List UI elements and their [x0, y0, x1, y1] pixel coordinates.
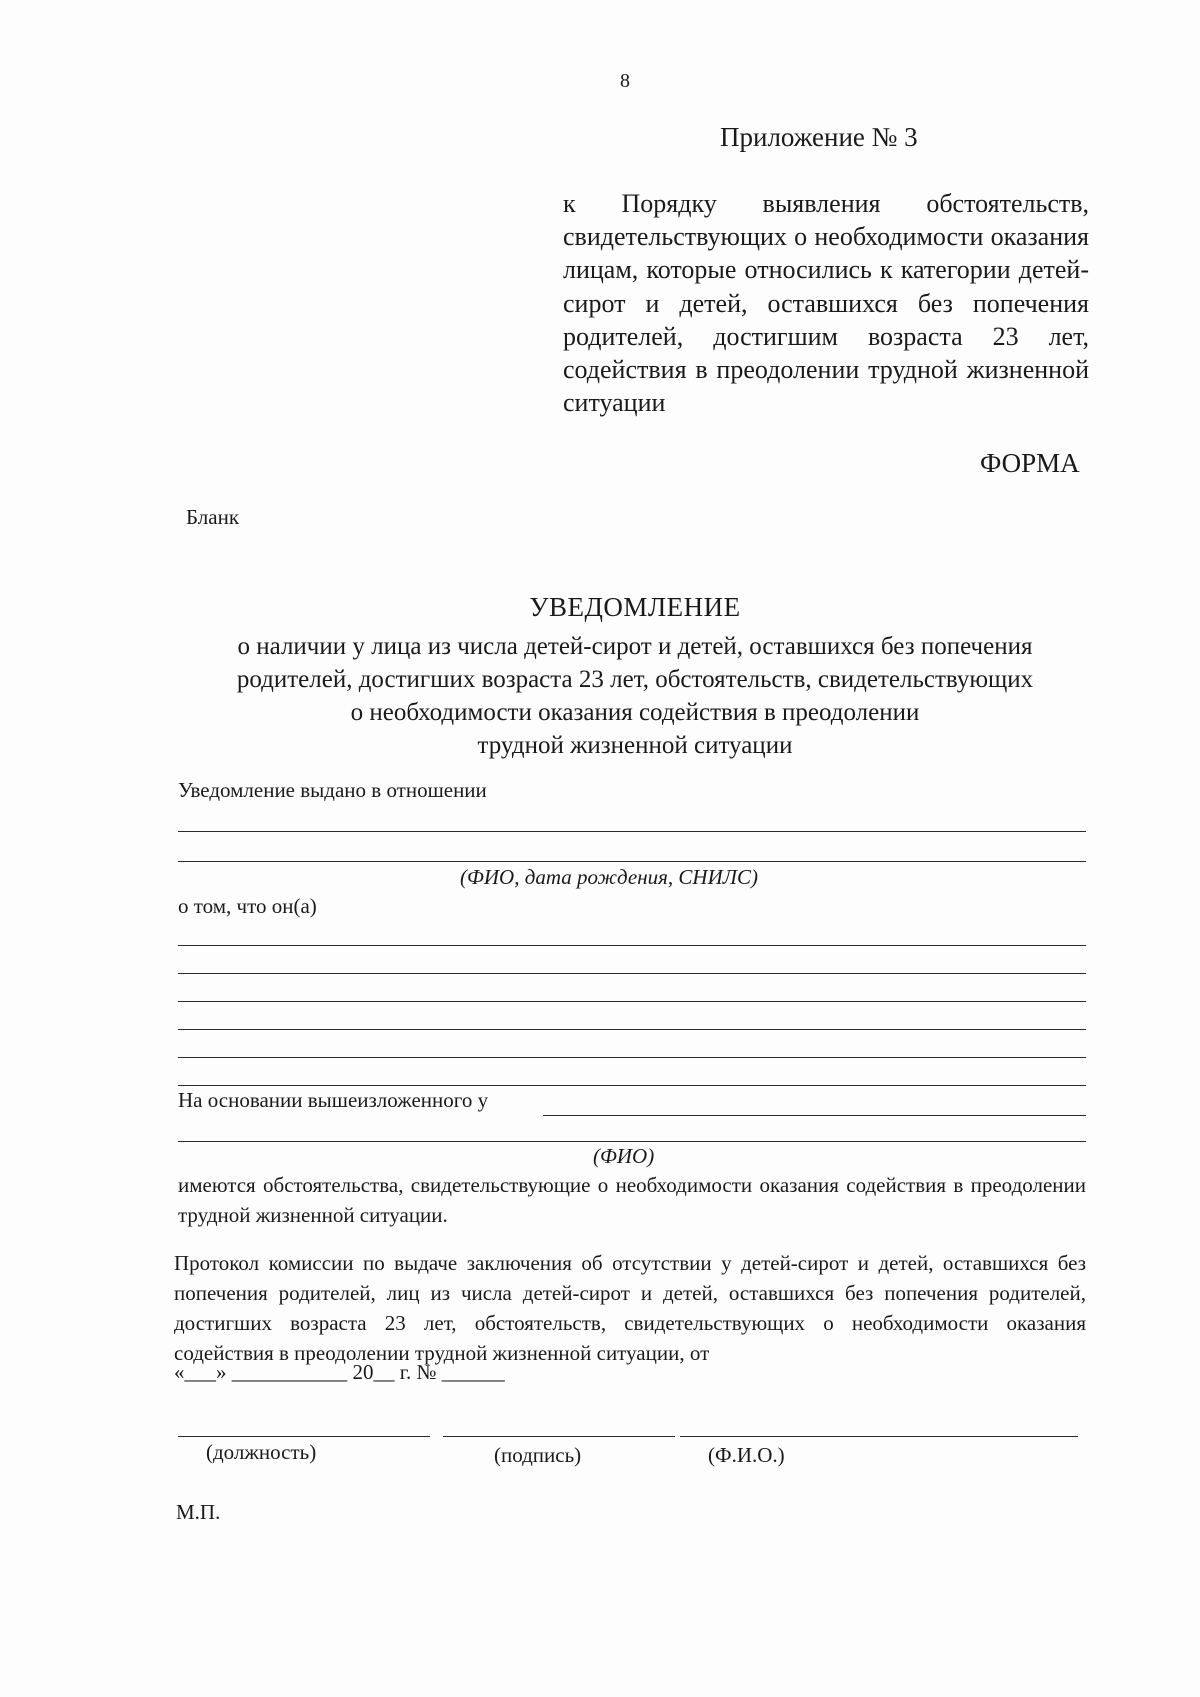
appendix-reference: к Порядку выявления обстоятельств, свидетельствующих о необходимости оказания лицам, которые относились к категории детей-сирот и детей, оставшихся без попечения родителей, достигшим возраста 23 лет, содействия в преодолении трудной жизненной ситуации	[563, 189, 1089, 418]
fill-line	[178, 1001, 1086, 1002]
caption-full-name: (ФИО, дата рождения, СНИЛС)	[460, 865, 758, 889]
fill-line	[178, 945, 1086, 946]
notice-subtitle-line: трудной жизненной ситуации	[477, 732, 793, 759]
that-label: о том, что он(а)	[178, 894, 317, 918]
basis-label: На основании вышеизложенного у	[178, 1088, 489, 1112]
notice-subtitle	[170, 630, 1100, 762]
fill-line	[178, 1085, 1086, 1086]
blank-label: Бланк	[186, 505, 240, 529]
fill-line	[178, 831, 1086, 832]
protocol-text: Протокол комиссии по выдаче заключения об отсутствии у детей-сирот и детей, оставшихся без попечения родителей, лиц из числа детей-сирот и детей, оставшихся без попечения родителей, достигших возраста 23 лет, обстоятельств, свидетельствующих о необходимости оказания содействия в преодолении трудной жизненной ситуации, от	[174, 1251, 1086, 1365]
issued-label: Уведомление выдано в отношении	[178, 778, 487, 802]
signature-line-position	[178, 1436, 430, 1437]
appendix-title: Приложение № 3	[720, 122, 918, 152]
fill-line	[543, 1115, 1086, 1116]
fill-line	[178, 1057, 1086, 1058]
signature-line-signature	[443, 1436, 675, 1437]
notice-title: УВЕДОМЛЕНИЕ	[529, 592, 741, 622]
notice-subtitle-line: о необходимости оказания содействия в преодолении	[350, 699, 920, 726]
fill-line	[178, 973, 1086, 974]
name-caption: (Ф.И.О.)	[708, 1443, 785, 1467]
fill-line	[178, 1029, 1086, 1030]
position-caption: (должность)	[206, 1440, 317, 1464]
form-label: ФОРМА	[980, 448, 1080, 478]
notice-subtitle-line: родителей, достигших возраста 23 лет, обстоятельств, свидетельствующих	[236, 666, 1034, 693]
signature-caption: (подпись)	[494, 1443, 582, 1467]
page-number: 8	[620, 70, 630, 92]
fill-line	[178, 861, 1086, 862]
stamp-label: М.П.	[176, 1500, 221, 1524]
protocol-date-line: «___» ___________ 20__ г. № ______	[174, 1360, 505, 1384]
notice-subtitle-line: о наличии у лица из числа детей-сирот и детей, оставшихся без попечения	[237, 633, 1033, 660]
circumstances-text: имеются обстоятельства, свидетельствующие о необходимости оказания содействия в преодолении трудной жизненной ситуации.	[178, 1173, 1086, 1227]
signature-line-name	[680, 1436, 1078, 1437]
fill-line	[178, 1141, 1086, 1142]
caption-name: (ФИО)	[593, 1144, 655, 1168]
